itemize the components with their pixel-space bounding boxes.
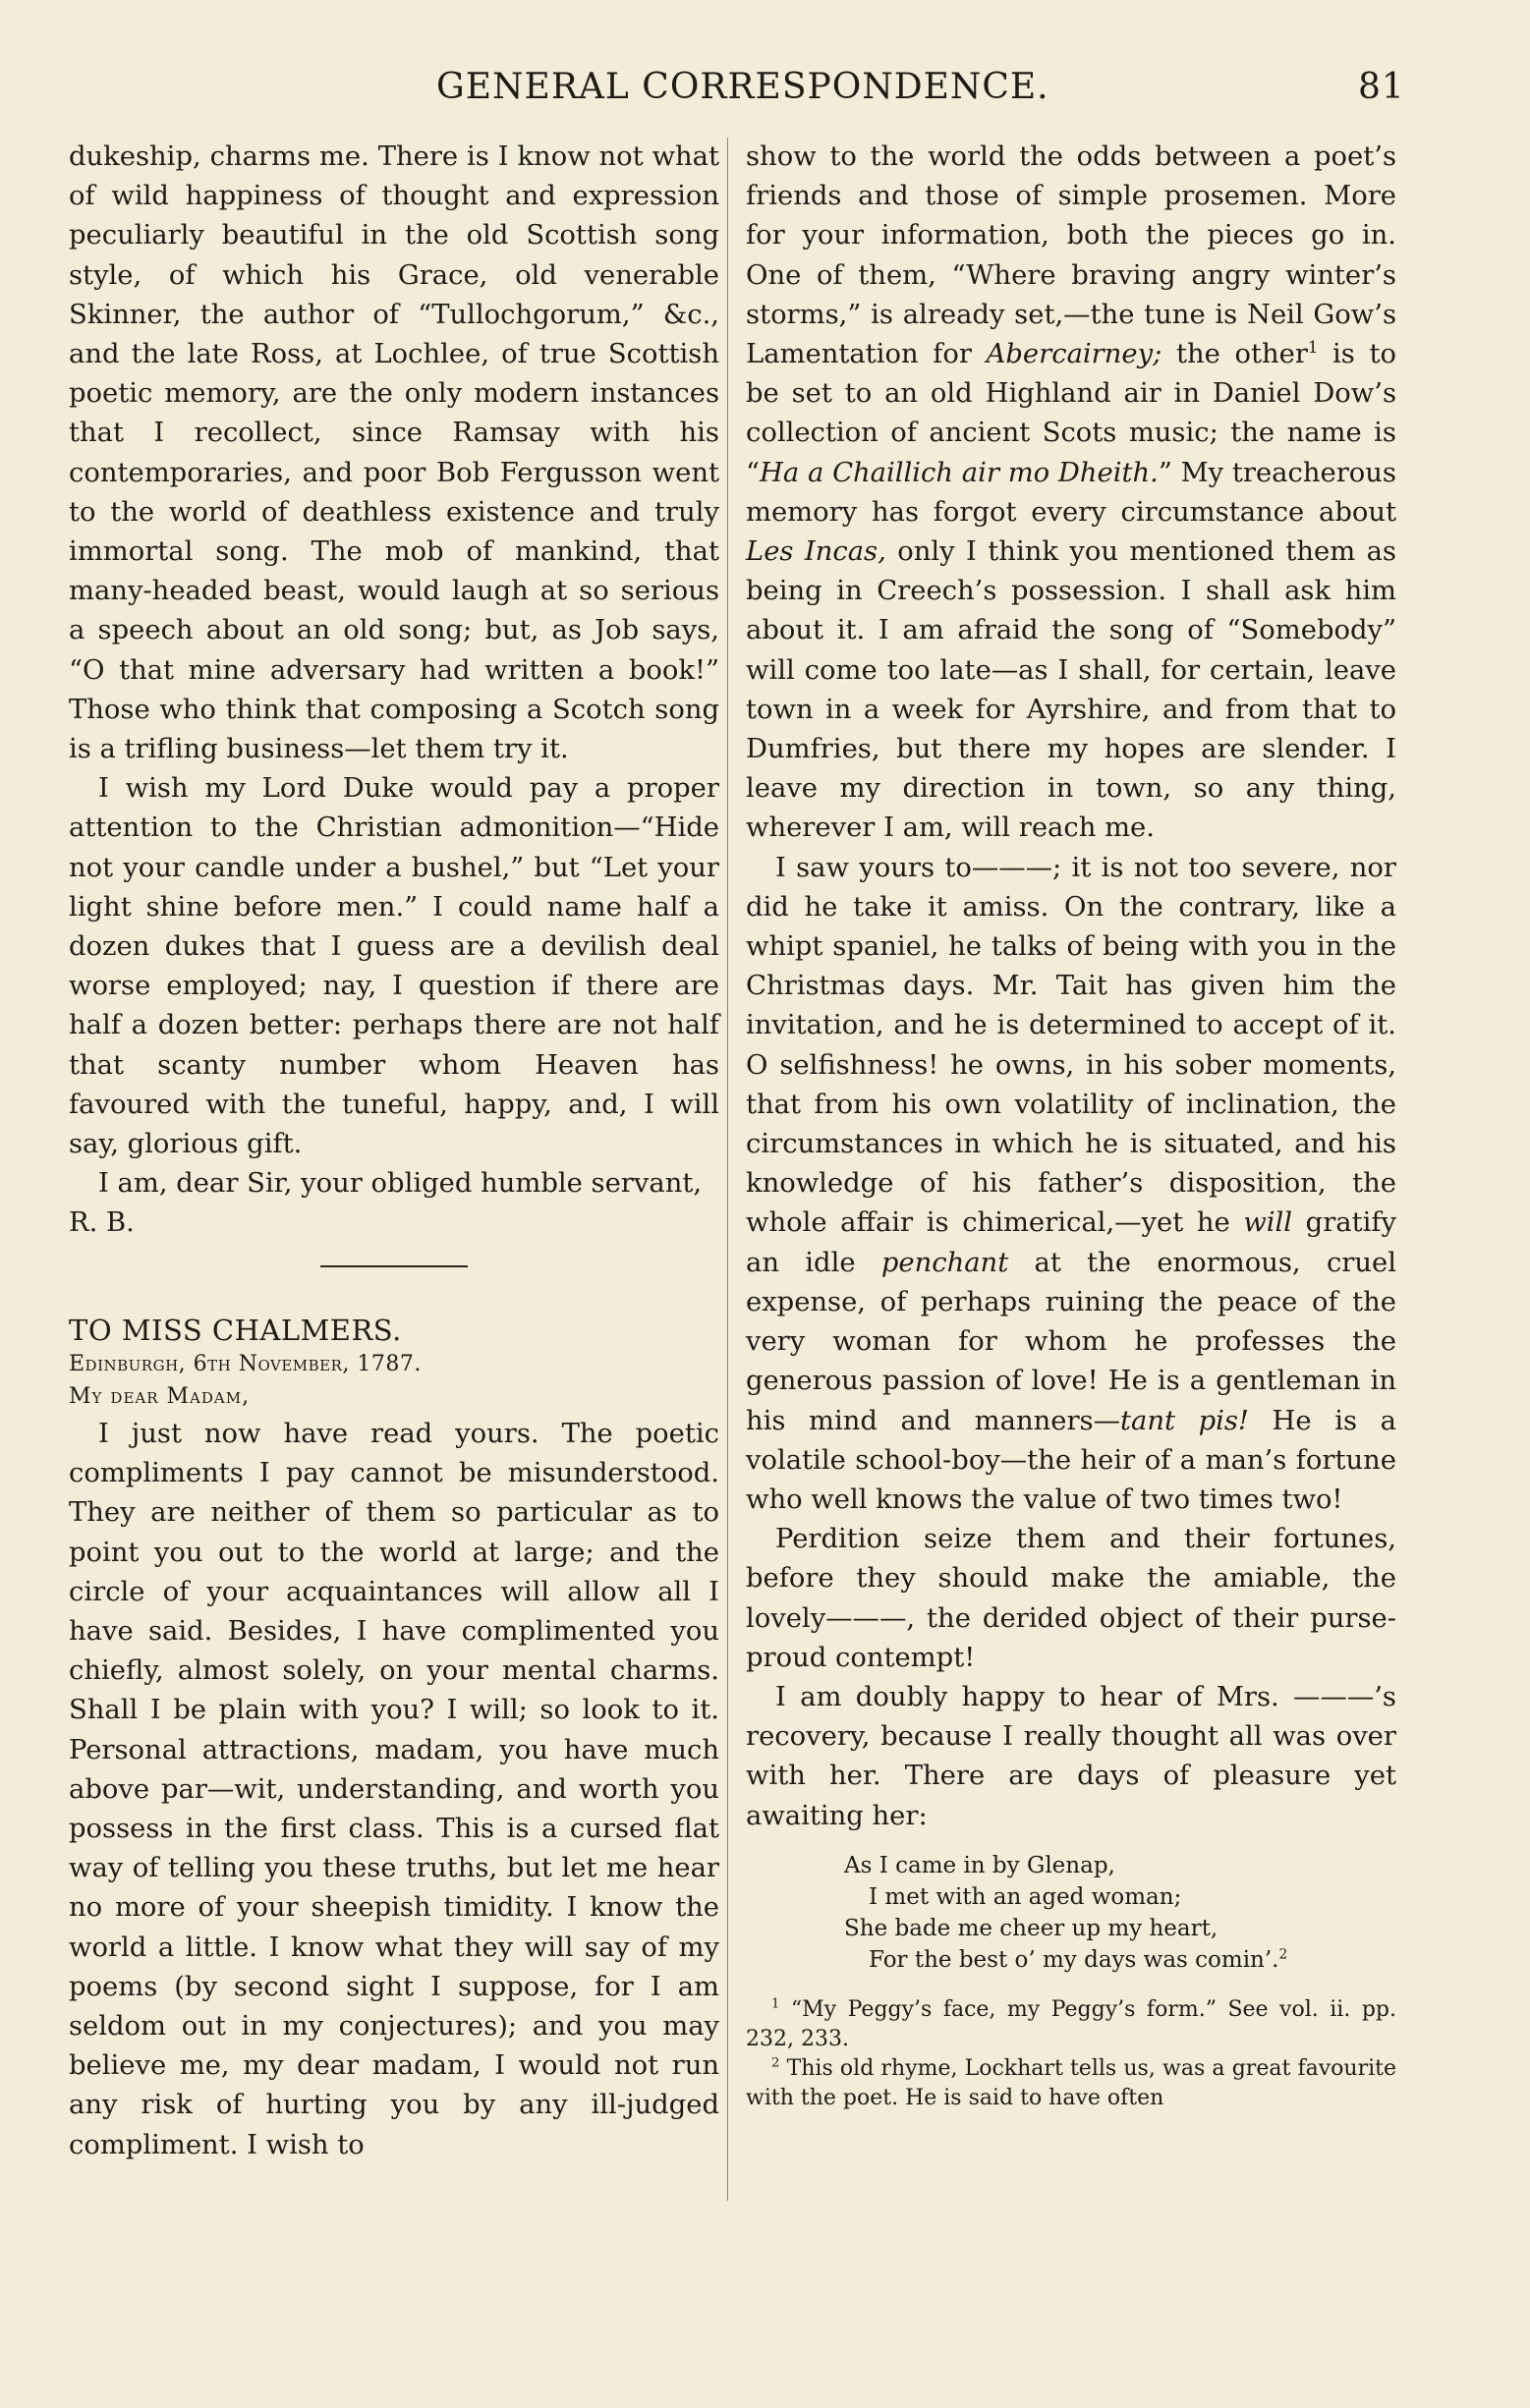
paragraph: I am doubly happy to hear of Mrs. ———’s recovery, because I really thought all was over with her. There are days of pleasure yet awaiting her:	[746, 1681, 1396, 1831]
italic-run: will	[1243, 1207, 1293, 1239]
running-head-title: GENERAL CORRESPONDENCE.	[436, 67, 1049, 107]
italic-run: Les Incas,	[746, 536, 886, 568]
paragraph: dukeship, charms me. There is I know not what of wild happiness of thought and expression peculiarly beautiful in the old Scottish song style, of which his Grace, old venerable Skinner, the author of “Tullochgorum,” &c., and the late Ross, at Lochlee, of true Scottish poetic memory, are the only modern instances that I recollect, since Ramsay with his contemporaries, and poor Bob Fergusson went to the world of deathless existence and truly immortal song. The mob of mankind, that many-headed beast, would laugh at so serious a speech about an old song; but, as Job says, “O that mine adversary had written a book!” Those who think that composing a Scotch song is a trifling business—let them try it.	[69, 141, 719, 765]
dateline: Edinburgh, 6th November, 1787.	[69, 1351, 422, 1376]
salutation: My dear Madam,	[69, 1383, 251, 1409]
footnote-mark: 2	[771, 2055, 780, 2071]
verse	[746, 1850, 1396, 1976]
paragraph: I just now have read yours. The poetic compliments I pay cannot be misunderstood. They are neither of them so particular as to point you out to the world at large; and the circle of your acquaintances will allow all I have said. Besides, I have complimented you chiefly, almost solely, on your mental charms. Shall I be plain with you? I will; so look to it. Personal attractions, madam, you have much above par—wit, understanding, and worth you possess in the first class. This is a cursed flat way of telling you these truths, but let me hear no more of your sheepish timidity. I know the world a little. I know what they will say of my poems (by second sight I suppose, for I am seldom out in my conjectures); and you may believe me, my dear madam, I would not run any risk of hurting you by any ill-judged compliment. I wish to	[69, 1418, 719, 2160]
text-run: gratify an idle	[746, 1207, 1397, 1278]
verse-line: I met with an aged woman;	[869, 1883, 1182, 1910]
section-divider	[320, 1265, 468, 1267]
paragraph	[746, 138, 1396, 849]
text-run: is to be set to an old Highland air in Daniel Dow’s collection of ancient Scots music; the name is “	[746, 339, 1397, 488]
italic-run: Ha a Chaillich air mo Dheith.	[760, 457, 1159, 488]
paragraph	[746, 849, 1396, 1520]
italic-run: tant pis!	[1120, 1405, 1249, 1436]
verse-line: As I came in by Glenap,	[844, 1852, 1115, 1878]
italic-run: Abercairney;	[986, 339, 1162, 370]
footnote-text: This old rhyme, Lockhart tells us, was a great favourite with the poet. He is said to have often	[746, 2055, 1396, 2110]
verse-text: For the best o’ my days was comin’.	[869, 1946, 1279, 1973]
right-column	[746, 138, 1396, 2113]
text-run: show to the world the odds between a poet’s friends and those of simple prosemen. More for your information, both the pieces go in. One of them, “Where braving angry winter’s storms,” is already set,—the tune is Neil Gow’s Lamentation for	[746, 141, 1396, 370]
text-run: He is a volatile school-boy—the heir of a man’s fortune who well knows the value of two times two!	[746, 1405, 1396, 1515]
footnote	[746, 2054, 1396, 2113]
text-run: at the enormous, cruel expense, of perhaps ruining the peace of the very woman for whom he professes the generous passion of love! He is a gentleman in his mind and manners—	[746, 1247, 1396, 1436]
footnote-ref: 1	[1307, 337, 1319, 357]
column-gutter	[727, 138, 728, 2201]
left-column	[69, 138, 719, 2165]
text-run: ” My treacherous memory has forgot every circumstance about	[746, 457, 1396, 528]
footnote-ref: 2	[1278, 1946, 1288, 1963]
text-run: the other	[1162, 339, 1308, 370]
page-number: 81	[1358, 67, 1405, 107]
letter-heading: TO MISS CHALMERS.	[69, 1313, 402, 1347]
footnote-mark: 1	[771, 1996, 780, 2012]
closing-line: I am, dear Sir, your obliged humble servant,	[98, 1168, 703, 1200]
italic-run: penchant	[880, 1247, 1009, 1278]
verse-line-last	[844, 1944, 1396, 1976]
footnote	[746, 1995, 1396, 2054]
verse-line: She bade me cheer up my heart,	[844, 1915, 1218, 1941]
paragraph: I wish my Lord Duke would pay a proper attention to the Christian admonition—“Hide not your candle under a bushel,” but “Let your light shine before men.” I could name half a dozen dukes that I guess are a devilish deal worse employed; nay, I question if there are half a dozen better: perhaps there are not half that scanty number whom Heaven has favoured with the tuneful, happy, and, I will say, glorious gift.	[69, 773, 719, 1160]
text-run: I saw yours to———; it is not too severe, nor did he take it amiss. On the contrary, like a whipt spaniel, he talks of being with you in the Christmas days. Mr. Tait has given him the invitation, and he is determined to accept of it. O selfishness! he owns, in his sober moments, that from his own volatility of inclination, the circumstances in which he is situated, and his knowledge of his father’s disposition, the whole affair is chimerical,—yet he	[746, 852, 1396, 1239]
footnotes	[746, 1995, 1396, 2113]
footnote-text: “My Peggy’s face, my Peggy’s form.” See vol. ii. pp. 232, 233.	[746, 1996, 1396, 2051]
text-run: only I think you mentioned them as being in Creech’s possession. I shall ask him about it. I am afraid the song of “Somebody” will come too late—as I shall, for certain, leave town in a week for Ayrshire, and from that to Dumfries, but there my hopes are slender. I leave my direction in town, so any thing, wherever I am, will reach me.	[746, 536, 1396, 844]
paragraph: Perdition seize them and their fortunes, before they should make the amiable, the lovely———, the derided object of their purse-proud contempt!	[746, 1524, 1396, 1673]
signature: R. B.	[69, 1207, 135, 1239]
